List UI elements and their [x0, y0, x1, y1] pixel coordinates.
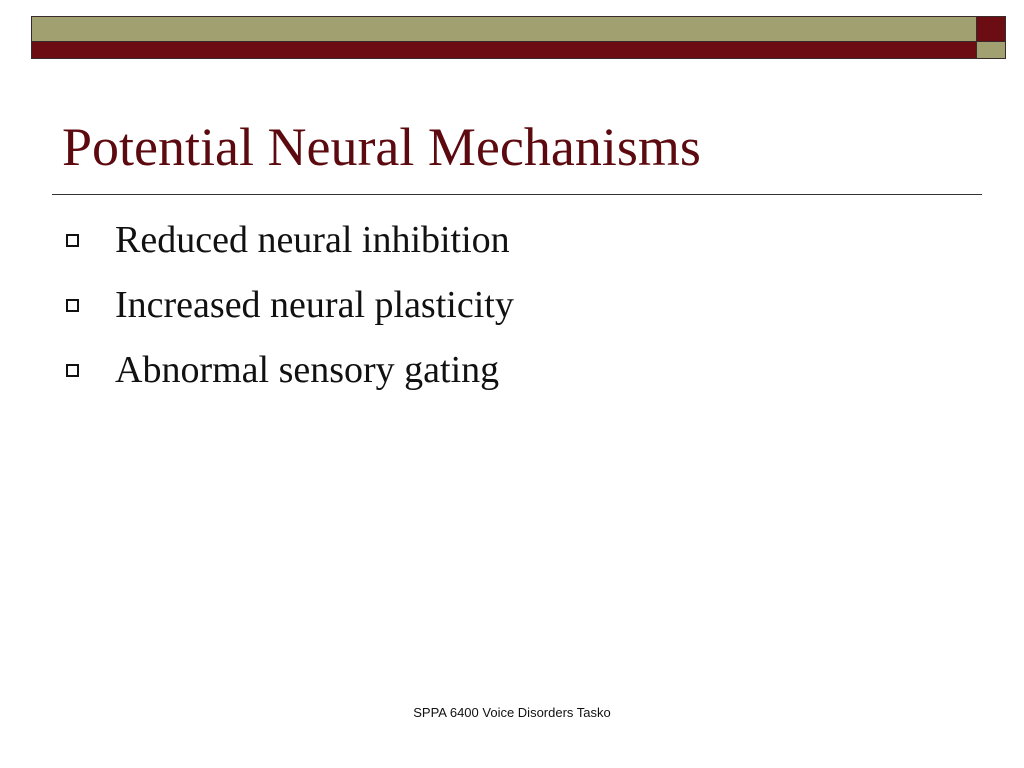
hollow-square-bullet-icon	[66, 234, 79, 247]
bullet-text: Increased neural plasticity	[115, 284, 514, 326]
header-olive-bar	[31, 16, 977, 42]
bullet-text: Reduced neural inhibition	[115, 219, 510, 261]
hollow-square-bullet-icon	[66, 364, 79, 377]
header-olive-square	[977, 42, 1006, 59]
bullet-item	[62, 212, 514, 277]
slide-footer: SPPA 6400 Voice Disorders Tasko	[413, 705, 611, 720]
bullet-list	[62, 212, 514, 407]
title-divider	[52, 194, 982, 195]
slide-title: Potential Neural Mechanisms	[62, 117, 701, 177]
bullet-text: Abnormal sensory gating	[115, 349, 500, 391]
header-maroon-bar	[31, 42, 977, 59]
header-decoration-band	[31, 16, 1006, 59]
header-maroon-square	[977, 16, 1006, 42]
hollow-square-bullet-icon	[66, 299, 79, 312]
bullet-item	[62, 277, 514, 342]
bullet-item	[62, 342, 514, 407]
